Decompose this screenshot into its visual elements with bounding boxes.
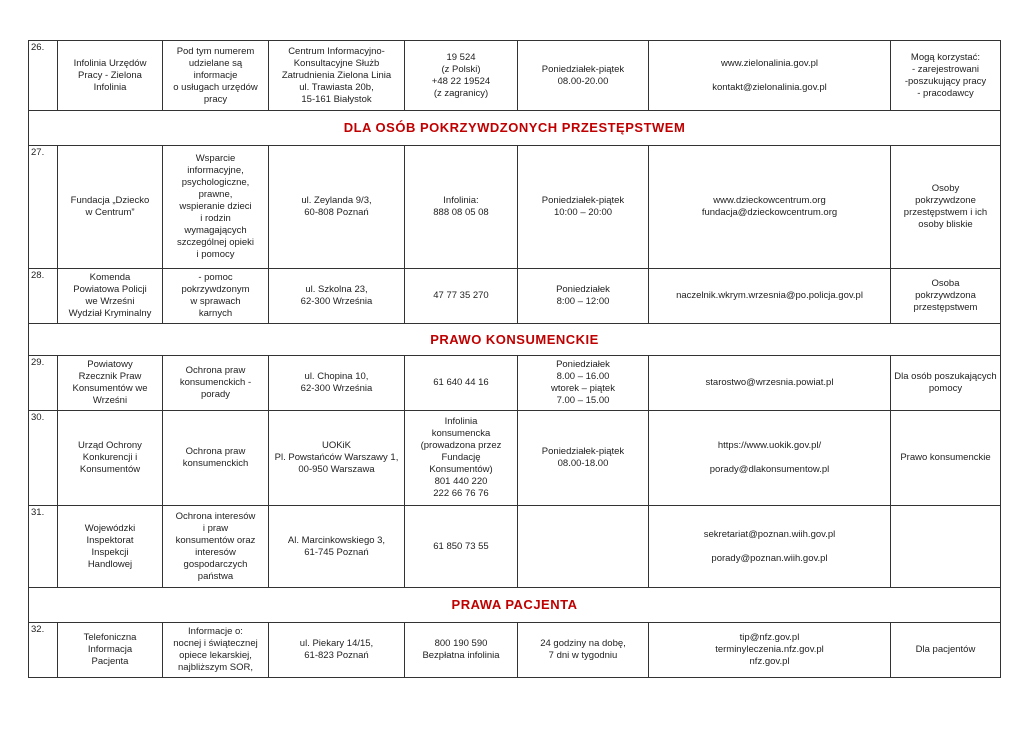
- cell-line: 61 640 44 16: [433, 377, 489, 388]
- line-spacer: [651, 541, 888, 553]
- cell-line: najbliższym SOR,: [178, 662, 253, 673]
- cell-line: i pomocy: [196, 249, 235, 260]
- phone: [405, 506, 518, 588]
- cell-line: ul. Piekary 14/15,: [299, 638, 374, 649]
- cell-line: państwa: [197, 570, 234, 582]
- cell-line: ul. Szkolna 23,: [305, 284, 368, 295]
- cell-line: porady@dlakonsumentow.pl: [709, 464, 830, 475]
- opening-hours: [518, 269, 649, 324]
- scope-of-help: [163, 506, 269, 588]
- phone: [405, 41, 518, 111]
- cell-line: konsumencka: [431, 428, 491, 439]
- cell-line: Mogą korzystać:: [910, 51, 981, 63]
- address: [269, 146, 405, 269]
- table-row: [29, 146, 1001, 269]
- cell-line: ul. Zeylanda 9/3,: [301, 195, 372, 206]
- cell-line: 47 77 35 270: [433, 290, 489, 301]
- cell-line: i rodzin: [200, 213, 231, 224]
- cell-line: Urząd Ochrony: [78, 440, 142, 451]
- document-page: [28, 40, 1000, 678]
- cell-line: 15-161 Białystok: [301, 93, 372, 105]
- cell-line: 00-950 Warszawa: [298, 464, 375, 475]
- cell-line: przestępstwem i ich: [903, 207, 988, 218]
- cell-line: Informacja: [87, 644, 133, 655]
- opening-hours: [518, 146, 649, 269]
- opening-hours: [518, 411, 649, 506]
- for-whom: [891, 506, 1001, 588]
- scope-of-help: [163, 146, 269, 269]
- cell-line: opiece lekarskiej,: [179, 650, 252, 661]
- row-number: 29.: [29, 356, 58, 411]
- cell-line: kontakt@zielonalinia.gov.pl: [712, 81, 827, 93]
- cell-line: pokrzywdzona: [915, 290, 976, 301]
- cell-line: Handlowej: [87, 558, 133, 570]
- opening-hours: [518, 356, 649, 411]
- scope-of-help: [163, 269, 269, 324]
- line-spacer: [651, 70, 888, 82]
- cell-line: UOKiK: [321, 440, 352, 451]
- cell-line: +48 22 19524: [431, 75, 491, 87]
- opening-hours: [518, 506, 649, 588]
- table-row: [29, 356, 1001, 411]
- cell-line: pokrzywdzone: [915, 195, 976, 206]
- line-spacer: [651, 452, 888, 464]
- table-row: [29, 41, 1001, 111]
- cell-line: udzielane są: [188, 57, 243, 69]
- cell-line: Inspektorat: [86, 534, 134, 546]
- cell-line: (z Polski): [441, 63, 481, 75]
- section-heading: PRAWA PACJENTA: [29, 588, 1001, 623]
- cell-line: gospodarczych: [183, 558, 248, 570]
- cell-line: Pod tym numerem: [176, 45, 255, 57]
- cell-line: we Wrześni: [85, 296, 135, 307]
- cell-line: informacyjne,: [187, 165, 244, 176]
- contact: [649, 269, 891, 324]
- contact: [649, 623, 891, 678]
- cell-line: w sprawach: [190, 296, 241, 307]
- cell-line: pokrzywdzonym: [181, 284, 250, 295]
- table-row: [29, 506, 1001, 588]
- scope-of-help: [163, 41, 269, 111]
- cell-line: (prowadzona przez: [420, 440, 502, 451]
- section-row: [29, 111, 1001, 146]
- cell-line: - pomoc: [198, 272, 233, 283]
- cell-line: psychologiczne,: [181, 177, 250, 188]
- institution-name: [58, 41, 163, 111]
- row-number: 27.: [29, 146, 58, 269]
- cell-line: konsumenckich: [182, 458, 249, 469]
- institution-name: [58, 356, 163, 411]
- cell-line: Konsultacyjne Służb: [293, 57, 380, 69]
- contact: [649, 506, 891, 588]
- institution-name: [58, 506, 163, 588]
- cell-line: karnych: [198, 308, 233, 319]
- cell-line: 61-823 Poznań: [304, 650, 369, 661]
- cell-line: www.dzieckowcentrum.org: [713, 195, 826, 206]
- cell-line: Konsumentów): [429, 464, 493, 475]
- cell-line: Inspekcji: [91, 546, 129, 558]
- cell-line: Rzecznik Praw: [78, 371, 142, 382]
- cell-line: 8.00 – 16.00: [556, 371, 610, 382]
- contact: [649, 356, 891, 411]
- cell-line: 800 190 590: [434, 638, 488, 649]
- for-whom: [891, 623, 1001, 678]
- cell-line: Poniedziałek-piątek: [541, 63, 625, 75]
- cell-line: o usługach urzędów: [173, 81, 258, 93]
- address: [269, 506, 405, 588]
- cell-line: prawne,: [198, 189, 233, 200]
- cell-line: naczelnik.wkrym.wrzesnia@po.policja.gov.pl: [676, 290, 863, 301]
- for-whom: [891, 269, 1001, 324]
- scope-of-help: [163, 411, 269, 506]
- cell-line: Infolinia: [93, 81, 127, 93]
- cell-line: Wojewódzki: [84, 522, 136, 534]
- cell-line: 24 godziny na dobę,: [540, 638, 626, 649]
- cell-line: - zarejestrowani: [911, 63, 980, 75]
- cell-line: Wsparcie: [195, 153, 236, 164]
- cell-line: osoby bliskie: [918, 219, 973, 230]
- cell-line: starostwo@wrzesnia.powiat.pl: [705, 377, 834, 388]
- cell-line: porady@poznan.wiih.gov.pl: [711, 552, 828, 564]
- cell-line: interesów: [195, 546, 236, 558]
- opening-hours: [518, 41, 649, 111]
- cell-line: informacje: [193, 69, 238, 81]
- cell-line: Komenda: [89, 272, 131, 283]
- contact: [649, 146, 891, 269]
- cell-line: szczególnej opieki: [176, 237, 255, 248]
- cell-line: 61 850 73 55: [433, 540, 489, 552]
- row-number: 30.: [29, 411, 58, 506]
- cell-line: - pracodawcy: [917, 87, 974, 99]
- cell-line: Telefoniczna: [83, 632, 137, 643]
- section-heading: DLA OSÓB POKRZYWDZONYCH PRZESTĘPSTWEM: [29, 111, 1001, 146]
- institution-name: [58, 146, 163, 269]
- cell-line: www.zielonalinia.gov.pl: [721, 57, 818, 69]
- cell-line: Ochrona praw: [185, 365, 246, 376]
- cell-line: fundacja@dzieckowcentrum.org: [701, 207, 838, 218]
- cell-line: Prawo konsumenckie: [900, 452, 991, 463]
- cell-line: Bezpłatna infolinia: [422, 650, 500, 661]
- cell-line: Konsumentów we: [72, 383, 148, 394]
- phone: [405, 623, 518, 678]
- cell-line: wtorek – piątek: [551, 383, 615, 394]
- cell-line: wspieranie dzieci: [179, 201, 252, 212]
- cell-line: wymagających: [184, 225, 247, 236]
- cell-line: nocnej i świątecznej: [173, 638, 258, 649]
- table-row: [29, 411, 1001, 506]
- cell-line: konsumentów oraz: [175, 534, 256, 546]
- cell-line: 888 08 05 08: [433, 207, 489, 218]
- institution-name: [58, 411, 163, 506]
- cell-line: 19 524: [446, 51, 476, 63]
- cell-line: Pracy - Zielona: [78, 69, 142, 81]
- cell-line: porady: [200, 389, 231, 400]
- cell-line: Dla osób poszukających: [894, 371, 997, 382]
- cell-line: 7.00 – 15.00: [556, 395, 610, 406]
- cell-line: Zatrudnienia Zielona Linia: [281, 69, 392, 81]
- cell-line: Osoby: [931, 183, 960, 194]
- cell-line: Fundacja „Dziecko: [70, 195, 150, 206]
- cell-line: Infolinia: [444, 416, 478, 427]
- contact: [649, 41, 891, 111]
- row-number: 32.: [29, 623, 58, 678]
- cell-line: ul. Trawiasta 20b,: [299, 81, 374, 93]
- cell-line: terminyleczenia.nfz.gov.pl: [715, 644, 824, 655]
- cell-line: -poszukujący pracy: [904, 75, 987, 87]
- phone: [405, 146, 518, 269]
- address: [269, 41, 405, 111]
- cell-line: pracy: [203, 93, 228, 105]
- institution-name: [58, 623, 163, 678]
- cell-line: Powiatowa Policji: [73, 284, 147, 295]
- section-row: [29, 588, 1001, 623]
- cell-line: pomocy: [928, 383, 963, 394]
- institution-name: [58, 269, 163, 324]
- cell-line: Informacje o:: [188, 626, 243, 637]
- phone: [405, 411, 518, 506]
- cell-line: Poniedziałek: [556, 284, 610, 295]
- for-whom: [891, 356, 1001, 411]
- cell-line: 60-808 Poznań: [304, 207, 369, 218]
- cell-line: https://www.uokik.gov.pl/: [717, 440, 822, 451]
- phone: [405, 356, 518, 411]
- table-row: [29, 269, 1001, 324]
- cell-line: Osoba: [931, 278, 960, 289]
- cell-line: sekretariat@poznan.wiih.gov.pl: [703, 528, 836, 540]
- for-whom: [891, 41, 1001, 111]
- cell-line: przestępstwem: [913, 302, 978, 313]
- row-number: 26.: [29, 41, 58, 111]
- scope-of-help: [163, 356, 269, 411]
- cell-line: nfz.gov.pl: [749, 656, 790, 667]
- for-whom: [891, 146, 1001, 269]
- table-row: [29, 623, 1001, 678]
- cell-line: Al. Marcinkowskiego 3,: [287, 534, 386, 546]
- cell-line: Fundację: [441, 452, 481, 463]
- cell-line: w Centrum”: [85, 207, 135, 218]
- cell-line: Ochrona interesów: [175, 510, 256, 522]
- cell-line: i praw: [202, 522, 229, 534]
- cell-line: Infolinia:: [443, 195, 479, 206]
- cell-line: 10:00 – 20:00: [553, 207, 613, 218]
- cell-line: 801 440 220: [434, 476, 488, 487]
- for-whom: [891, 411, 1001, 506]
- cell-line: Infolinia Urzędów: [73, 57, 147, 69]
- address: [269, 623, 405, 678]
- cell-line: 8:00 – 12:00: [556, 296, 610, 307]
- cell-line: 08.00-18.00: [557, 458, 609, 469]
- cell-line: konsumenckich -: [179, 377, 252, 388]
- cell-line: 222 66 76 76: [433, 488, 489, 499]
- cell-line: Konsumentów: [79, 464, 141, 475]
- cell-line: Ochrona praw: [185, 446, 246, 457]
- section-row: [29, 324, 1001, 356]
- address: [269, 411, 405, 506]
- cell-line: Poniedziałek-piątek: [541, 446, 625, 457]
- cell-line: Poniedziałek-piątek: [541, 195, 625, 206]
- cell-line: ul. Chopina 10,: [304, 371, 369, 382]
- cell-line: Centrum Informacyjno-: [288, 45, 385, 57]
- cell-line: 62-300 Września: [300, 296, 373, 307]
- scope-of-help: [163, 623, 269, 678]
- cell-line: Pl. Powstańców Warszawy 1,: [274, 452, 399, 463]
- cell-line: 08.00-20.00: [557, 75, 609, 87]
- address: [269, 269, 405, 324]
- cell-line: Poniedziałek: [556, 359, 610, 370]
- cell-line: Wydział Kryminalny: [68, 308, 152, 319]
- row-number: 31.: [29, 506, 58, 588]
- cell-line: tip@nfz.gov.pl: [739, 632, 800, 643]
- institutions-table: [28, 40, 1001, 678]
- opening-hours: [518, 623, 649, 678]
- cell-line: Wrześni: [92, 395, 128, 406]
- cell-line: (z zagranicy): [433, 87, 489, 99]
- contact: [649, 411, 891, 506]
- cell-line: 7 dni w tygodniu: [548, 650, 618, 661]
- cell-line: Dla pacjentów: [915, 644, 976, 655]
- cell-line: 62-300 Września: [300, 383, 373, 394]
- section-heading: PRAWO KONSUMENCKIE: [29, 324, 1001, 356]
- cell-line: Pacjenta: [91, 656, 129, 667]
- row-number: 28.: [29, 269, 58, 324]
- phone: [405, 269, 518, 324]
- cell-line: Powiatowy: [87, 359, 133, 370]
- address: [269, 356, 405, 411]
- cell-line: 61-745 Poznań: [304, 546, 369, 558]
- cell-line: Konkurencji i: [82, 452, 138, 463]
